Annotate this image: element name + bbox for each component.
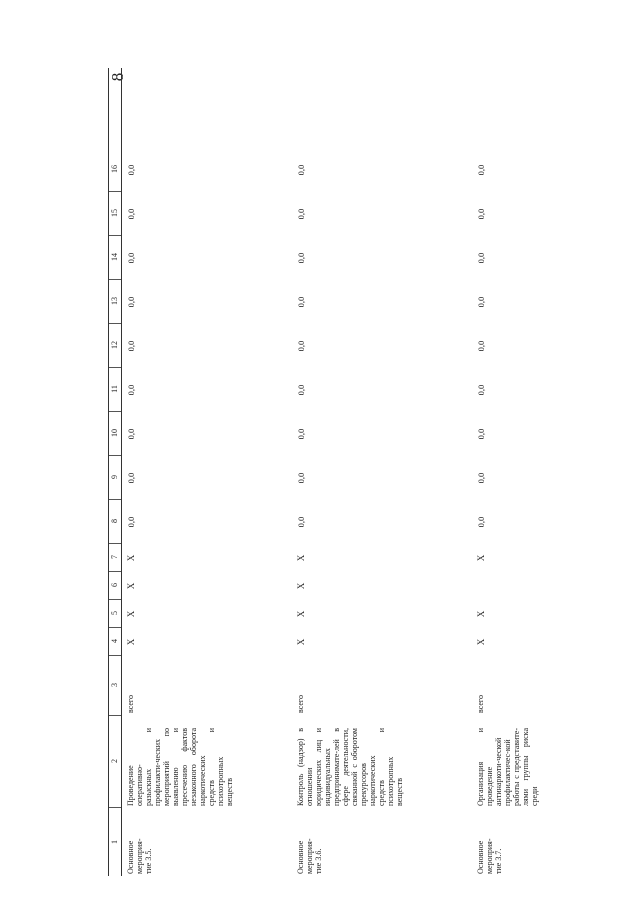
cell-mark: X (296, 610, 306, 618)
cell-mark: X (126, 582, 136, 590)
col-header: 1 (110, 840, 119, 844)
cell-value: 0,0 (126, 516, 136, 528)
col-header: 5 (109, 599, 121, 628)
col-header: 6 (109, 571, 121, 600)
cell-mark: X (126, 610, 136, 618)
cell-mark: X (296, 638, 306, 646)
table-row (126, 68, 286, 876)
table-row (476, 68, 539, 876)
cell-mark: X (126, 554, 136, 562)
col-header: 14 (109, 235, 121, 280)
cell-value: 0,0 (296, 252, 306, 264)
cell-value: 0,0 (296, 164, 306, 176)
cell-mark: X (126, 638, 136, 646)
cell-value: 0,0 (296, 340, 306, 352)
table-row (296, 68, 466, 876)
cell-value: 0,0 (296, 384, 306, 396)
cell-mark: X (476, 554, 486, 562)
cell-value: 0,0 (126, 472, 136, 484)
col-header: 2 (109, 715, 121, 808)
col-header: 12 (109, 323, 121, 368)
table-header (108, 68, 122, 876)
cell-source: всего (126, 694, 135, 713)
cell-event-name: Проведение оперативно-разыскных и профилакти-ческих мероприятий по выявлению и пресечению фактов незаконного оборота наркотических средств и психотропных веществ (126, 728, 234, 806)
col-header: 4 (109, 627, 121, 656)
cell-value: 0,0 (476, 164, 486, 176)
cell-value: 0,0 (126, 296, 136, 308)
cell-value: 0,0 (476, 340, 486, 352)
col-header: 13 (109, 279, 121, 324)
cell-event-code: Основное мероприя-тие 3.5. (126, 838, 153, 874)
cell-value: 0,0 (296, 516, 306, 528)
cell-value: 0,0 (296, 208, 306, 220)
cell-value: 0,0 (296, 296, 306, 308)
cell-value: 0,0 (476, 296, 486, 308)
cell-source: всего (296, 694, 305, 713)
cell-mark: X (296, 582, 306, 590)
col-header: 9 (109, 455, 121, 500)
col-header: 3 (109, 655, 121, 716)
cell-source: всего (476, 694, 485, 713)
cell-value: 0,0 (476, 428, 486, 440)
col-header: 11 (109, 367, 121, 412)
cell-mark: X (296, 554, 306, 562)
col-header: 8 (109, 499, 121, 544)
cell-event-name: Контроль (надзор) в отношении юридических лиц и индивидуальных предпринимате-лей в сфере деятельности, связанной с оборотом прекурсоров наркотических средств и психотропных веществ (296, 728, 404, 806)
cell-event-code: Основное мероприя-тие 3.7. (476, 838, 503, 874)
col-header: 10 (109, 411, 121, 456)
cell-value: 0,0 (126, 384, 136, 396)
cell-value: 0,0 (476, 516, 486, 528)
cell-value: 0,0 (126, 164, 136, 176)
col-header: 15 (109, 191, 121, 236)
cell-value: 0,0 (476, 208, 486, 220)
cell-value: 0,0 (126, 208, 136, 220)
cell-mark: X (476, 610, 486, 618)
cell-mark: X (476, 638, 486, 646)
cell-event-code: Основное мероприя-тие 3.6. (296, 838, 323, 874)
cell-value: 0,0 (296, 472, 306, 484)
cell-value: 0,0 (296, 428, 306, 440)
cell-value: 0,0 (126, 340, 136, 352)
cell-value: 0,0 (476, 252, 486, 264)
col-header: 7 (109, 543, 121, 572)
col-header: 16 (109, 147, 121, 192)
cell-event-name: Организация и проведение антинаркоти-ческой профилактичес-кой работы с представите-лями группы риска среди (476, 728, 539, 806)
cell-value: 0,0 (476, 384, 486, 396)
page-number: 8 (108, 72, 127, 82)
cell-value: 0,0 (126, 252, 136, 264)
cell-value: 0,0 (126, 428, 136, 440)
cell-value: 0,0 (476, 472, 486, 484)
budget-table (98, 68, 539, 876)
